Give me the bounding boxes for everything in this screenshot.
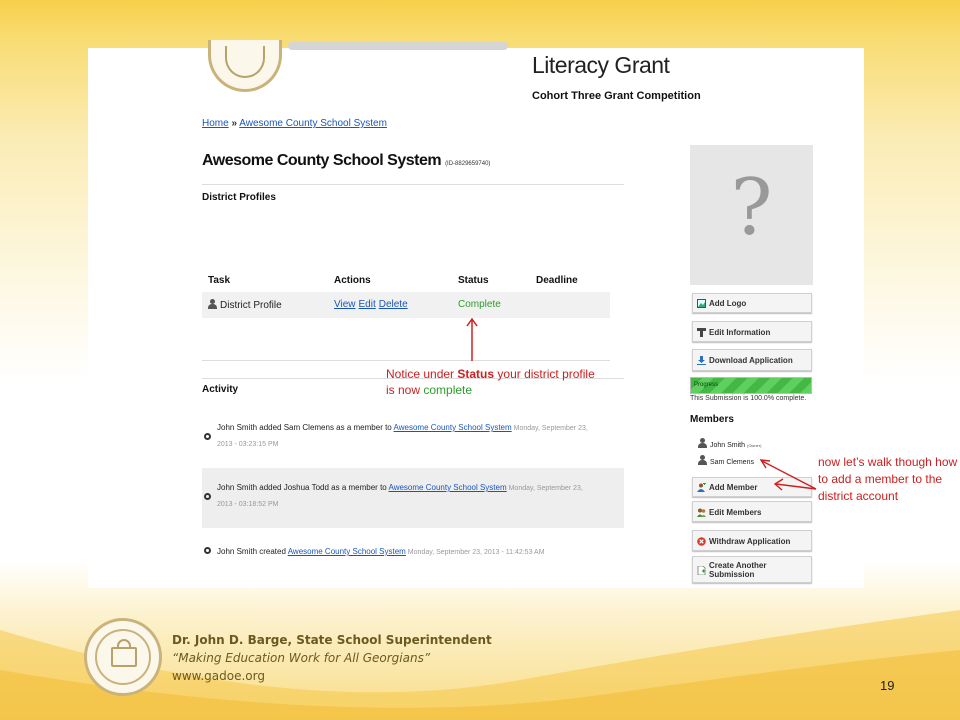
create-another-line2: Submission [709, 570, 755, 579]
member-role: (Owner) [746, 443, 762, 448]
timestamp: Monday, September 23, 2013 - 11:42:53 AM [405, 549, 545, 556]
task-name: District Profile [220, 300, 282, 311]
column-header-actions: Actions [334, 275, 371, 286]
column-header-status: Status [458, 275, 489, 286]
activity-text [217, 480, 617, 512]
create-another-label [709, 561, 767, 579]
edit-members-button[interactable] [692, 501, 812, 522]
bullet-icon [204, 547, 211, 554]
download-application-button[interactable] [692, 349, 812, 371]
page-subtitle: Cohort Three Grant Competition [532, 90, 701, 102]
timestamp: 2013 - 03:23:15 PM [217, 441, 279, 448]
activity-desc: John Smith created [217, 547, 288, 556]
breadcrumb-current-link[interactable]: Awesome County School System [239, 118, 387, 129]
note-bold-status: Status [457, 367, 495, 381]
header-banner [288, 42, 508, 50]
organization-id: (ID-8829659740) [445, 161, 491, 167]
org-link[interactable]: Awesome County School System [287, 547, 406, 556]
note-text: Notice under [386, 367, 458, 381]
footer-motto: “Making Education Work for All Georgians” [172, 651, 431, 665]
activity-heading: Activity [202, 384, 239, 395]
create-another-line1: Create Another [709, 561, 767, 570]
progress-bar [690, 377, 812, 394]
progress-label: Progress [694, 382, 719, 388]
timestamp: Monday, September 23, [511, 425, 588, 432]
activity-desc: John Smith added Sam Clemens as a member to [217, 423, 394, 432]
breadcrumb-home-link[interactable]: Home [202, 118, 229, 129]
member-item [698, 455, 754, 466]
divider [202, 360, 610, 361]
activity-text [217, 420, 617, 452]
activity-item [202, 540, 624, 562]
logo-placeholder [690, 145, 813, 285]
divider [202, 184, 624, 185]
district-profiles-heading: District Profiles [202, 192, 276, 203]
table-header-row [202, 268, 610, 292]
annotation-arrows-left [758, 455, 818, 497]
breadcrumb-separator: » [231, 118, 238, 129]
text-icon [697, 328, 706, 337]
footer-superintendent: Dr. John D. Barge, State School Superintendent [172, 633, 492, 647]
add-member-label: Add Member [709, 483, 758, 492]
task-table [202, 268, 610, 318]
download-icon [697, 356, 706, 365]
task-cell [208, 299, 282, 311]
cancel-icon [697, 537, 706, 546]
status-cell: Complete [458, 299, 501, 310]
question-mark-icon: ? [730, 163, 773, 253]
org-link[interactable]: Awesome County School System [388, 483, 507, 492]
withdraw-application-label: Withdraw Application [709, 537, 791, 546]
progress-text: This Submission is 100.0% complete. [690, 395, 807, 402]
person-icon [698, 455, 707, 465]
column-header-task: Task [208, 275, 231, 286]
edit-information-button[interactable] [692, 321, 812, 342]
edit-link[interactable]: Edit [358, 299, 376, 310]
create-another-submission-button[interactable] [692, 556, 812, 583]
department-of-education-seal [84, 618, 162, 696]
annotation-arrow-up [465, 316, 479, 362]
note-text: your district profile is now [386, 367, 595, 397]
delete-link[interactable]: Delete [378, 299, 408, 310]
gadoe-seal-logo [208, 40, 282, 92]
activity-item [202, 468, 624, 528]
person-icon [698, 438, 707, 448]
activity-text [217, 544, 617, 560]
actions-cell [334, 299, 411, 310]
withdraw-application-button[interactable] [692, 530, 812, 551]
annotation-members-note: now let’s walk though how to add a member to the district account [818, 455, 958, 503]
breadcrumb [202, 118, 387, 129]
timestamp: Monday, September 23, [506, 485, 583, 492]
org-link[interactable]: Awesome County School System [393, 423, 512, 432]
download-application-label: Download Application [709, 356, 793, 365]
member-name: John Smith [710, 442, 746, 449]
activity-item [202, 416, 624, 462]
add-logo-label: Add Logo [709, 299, 747, 308]
edit-information-label: Edit Information [709, 328, 771, 337]
new-document-icon [697, 566, 706, 575]
screenshot-panel [88, 48, 864, 588]
member-item [698, 438, 761, 449]
page-title: Literacy Grant [532, 52, 670, 78]
page-number: 19 [880, 678, 895, 693]
activity-desc: John Smith added Joshua Todd as a member to [217, 483, 389, 492]
table-row [202, 292, 610, 318]
timestamp: 2013 - 03:18:52 PM [217, 501, 279, 508]
view-link[interactable]: View [334, 299, 356, 310]
members-heading: Members [690, 414, 734, 425]
bullet-icon [204, 433, 211, 440]
note-complete: complete [423, 383, 473, 397]
group-icon [697, 508, 706, 517]
column-header-deadline: Deadline [536, 275, 578, 286]
organization-name: Awesome County School System [202, 152, 442, 169]
organization-heading [202, 152, 490, 170]
footer-website: www.gadoe.org [172, 669, 265, 683]
person-icon [208, 299, 217, 309]
image-icon [697, 299, 706, 308]
add-logo-button[interactable] [692, 293, 812, 313]
bullet-icon [204, 493, 211, 500]
annotation-status-note [386, 366, 606, 398]
member-name: Sam Clemens [710, 459, 754, 466]
edit-members-label: Edit Members [709, 508, 762, 517]
add-person-icon [697, 483, 706, 492]
